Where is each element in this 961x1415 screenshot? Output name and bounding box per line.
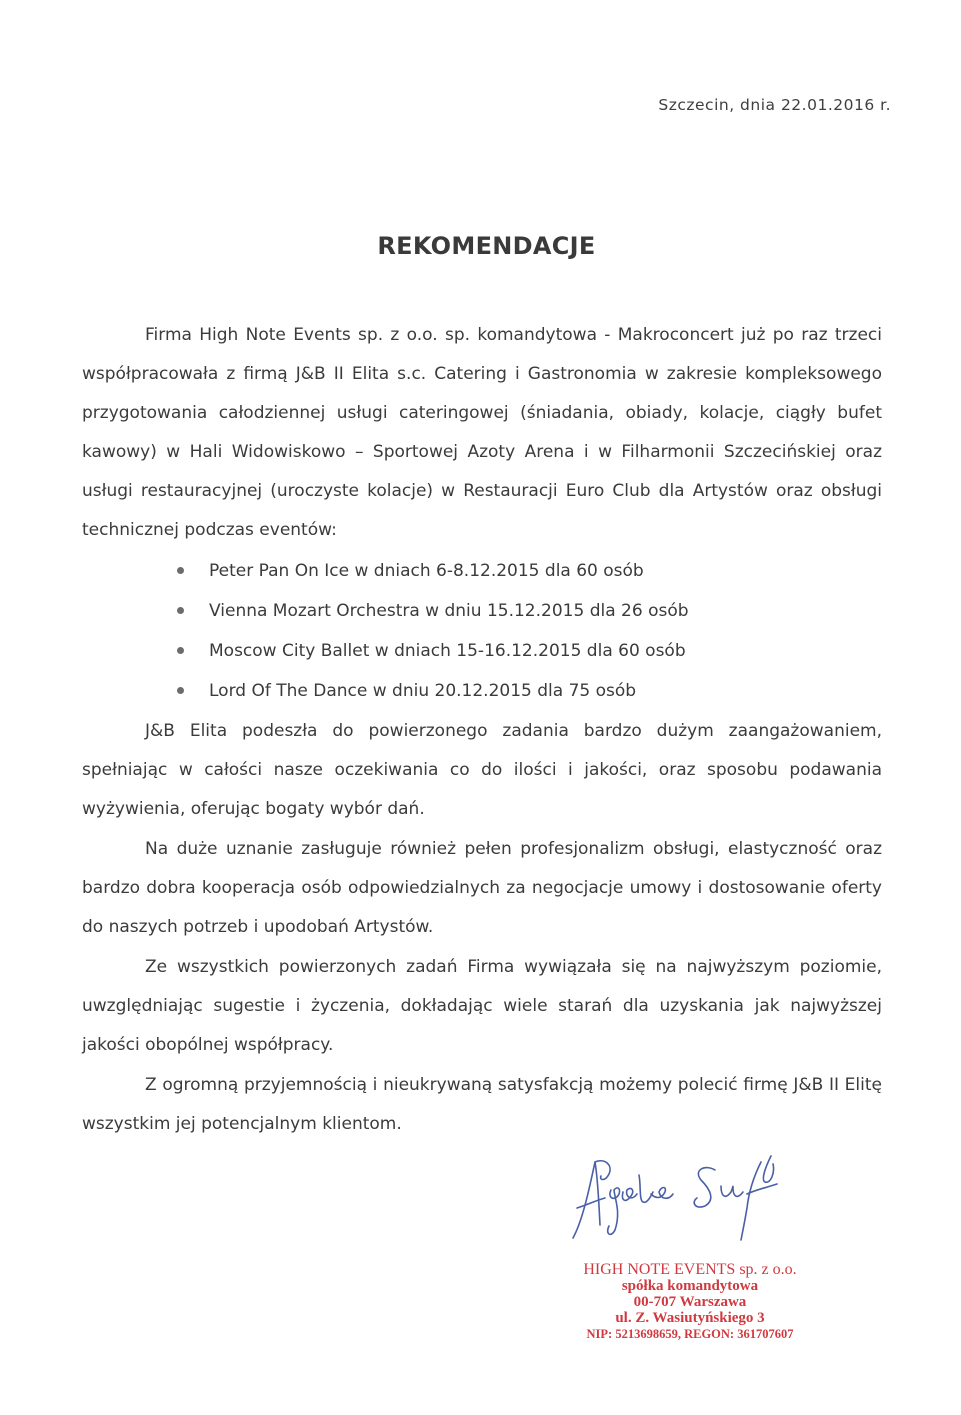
- paragraph-tasks: [82, 948, 882, 1065]
- list-item: [175, 591, 689, 631]
- date-line: Szczecin, dnia 22.01.2016 r.: [658, 96, 891, 114]
- paragraph-quality: [82, 712, 882, 829]
- event-text: Peter Pan On Ice w dniach 6-8.12.2015 dla 60 osób: [209, 561, 644, 581]
- stamp-city: 00-707 Warszawa: [633, 1294, 747, 1310]
- bullet-icon: [177, 567, 184, 574]
- paragraph-text: Ze wszystkich powierzonych zadań Firma wywiązała się na najwyższym poziomie, uwzględniając sugestie i życzenia, dokładając wiele starań dla uzyskania jak najwyższej jakości obopólnej współpracy.: [82, 957, 882, 1055]
- intro-paragraph: [82, 316, 882, 550]
- list-item: [175, 551, 689, 591]
- stamp-company-type: spółka komandytowa: [621, 1278, 759, 1294]
- bullet-icon: [177, 607, 184, 614]
- event-text: Lord Of The Dance w dniu 20.12.2015 dla 75 osób: [209, 681, 637, 701]
- stamp-street: ul. Z. Wasiutyńskiego 3: [615, 1310, 765, 1326]
- paragraph-professionalism: [82, 830, 882, 947]
- company-stamp: [560, 1262, 820, 1342]
- paragraph-recommendation: [82, 1066, 882, 1144]
- list-item: [175, 671, 689, 711]
- handwritten-signature: [565, 1150, 815, 1245]
- bullet-icon: [177, 647, 184, 654]
- list-item: [175, 631, 689, 671]
- letter-title: REKOMENDACJE: [377, 232, 596, 260]
- bullet-icon: [177, 687, 184, 694]
- paragraph-text: Z ogromną przyjemnością i nieukrywaną satysfakcją możemy polecić firmę J&B II Elitę wszystkim jej potencjalnym klientom.: [82, 1075, 882, 1134]
- paragraph-text: J&B Elita podeszła do powierzonego zadania bardzo dużym zaangażowaniem, spełniając w całości nasze oczekiwania co do ilości i jakości, oraz sposobu podawania wyżywienia, oferując bogaty wybór dań.: [82, 721, 882, 819]
- events-list: [175, 551, 689, 711]
- intro-text: Firma High Note Events sp. z o.o. sp. komandytowa - Makroconcert już po raz trzeci współpracowała z firmą J&B II Elita s.c. Catering i Gastronomia w zakresie kompleksowego przygotowania całodziennej usługi cateringowej (śniadania, obiady, kolacje, ciągły bufet kawowy) w Hali Widowiskowo – Sportowej Azoty Arena i w Filharmonii Szczecińskiej oraz usługi restauracyjnej (uroczyste kolacje) w Restauracji Euro Club dla Artystów oraz obsługi technicznej podczas eventów:: [82, 325, 882, 540]
- paragraph-text: Na duże uznanie zasługuje również pełen profesjonalizm obsługi, elastyczność oraz bardzo dobra kooperacja osób odpowiedzialnych za negocjacje umowy i dostosowanie oferty do naszych potrzeb i upodobań Artystów.: [82, 839, 882, 937]
- stamp-company-name: HIGH NOTE EVENTS sp. z o.o.: [583, 1261, 797, 1278]
- stamp-tax-ids: NIP: 5213698659, REGON: 361707607: [586, 1327, 794, 1341]
- event-text: Moscow City Ballet w dniach 15-16.12.2015 dla 60 osób: [209, 641, 686, 661]
- event-text: Vienna Mozart Orchestra w dniu 15.12.2015 dla 26 osób: [209, 601, 689, 621]
